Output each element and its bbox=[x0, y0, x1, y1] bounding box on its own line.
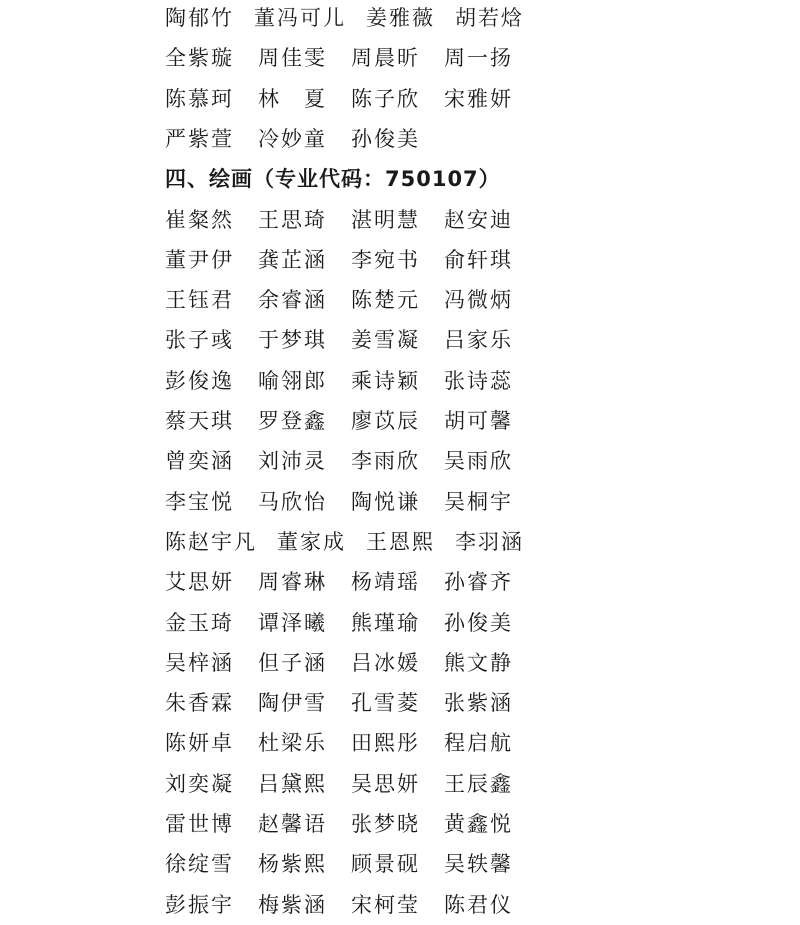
student-name: 王恩熙 bbox=[366, 529, 435, 554]
student-name: 陈慕珂 bbox=[165, 86, 234, 111]
student-name: 金玉琦 bbox=[165, 610, 234, 635]
student-name: 熊瑾瑜 bbox=[351, 610, 420, 635]
student-name: 程启航 bbox=[444, 731, 513, 756]
name-row bbox=[165, 240, 537, 280]
student-name: 喻翎郎 bbox=[258, 368, 327, 393]
student-name: 王思琦 bbox=[258, 207, 327, 232]
student-name: 余睿涵 bbox=[258, 288, 327, 313]
student-name: 吴梓涵 bbox=[165, 650, 234, 675]
student-name: 陶悦谦 bbox=[351, 489, 420, 514]
name-row bbox=[165, 683, 537, 723]
name-row bbox=[165, 0, 544, 38]
name-row bbox=[165, 522, 544, 562]
student-name: 王辰鑫 bbox=[444, 771, 513, 796]
name-row bbox=[165, 643, 537, 683]
student-name: 赵安迪 bbox=[444, 207, 513, 232]
student-name: 吕黛熙 bbox=[258, 771, 327, 796]
student-name: 崔粲然 bbox=[165, 207, 234, 232]
student-name: 胡可馨 bbox=[444, 409, 513, 433]
student-name: 吴桐宇 bbox=[444, 489, 513, 514]
student-name: 马欣怡 bbox=[258, 489, 327, 514]
name-row bbox=[165, 401, 537, 441]
student-name: 湛明慧 bbox=[351, 207, 420, 232]
student-name: 赵馨语 bbox=[258, 812, 327, 836]
student-name: 吕家乐 bbox=[444, 328, 513, 353]
name-row bbox=[165, 200, 537, 240]
student-name: 艾思妍 bbox=[165, 570, 234, 595]
student-name: 林 夏 bbox=[258, 86, 327, 111]
student-name: 李雨欣 bbox=[351, 449, 420, 474]
student-name: 刘沛灵 bbox=[258, 449, 327, 474]
student-name: 徐绽雪 bbox=[165, 852, 234, 877]
student-name: 杨靖瑶 bbox=[351, 570, 420, 595]
student-name: 吴雨欣 bbox=[444, 449, 513, 474]
student-name: 刘奕凝 bbox=[165, 771, 234, 796]
name-row bbox=[165, 603, 537, 643]
student-name: 陈妍卓 bbox=[165, 731, 234, 756]
student-name: 全紫璇 bbox=[165, 46, 234, 71]
student-name: 廖苡辰 bbox=[351, 409, 420, 433]
student-name: 张诗蕊 bbox=[444, 368, 513, 393]
student-name: 孙俊美 bbox=[444, 610, 513, 635]
name-row bbox=[165, 482, 537, 522]
student-name: 田熙彤 bbox=[351, 731, 420, 756]
student-name: 冯微炳 bbox=[444, 288, 513, 313]
student-name: 姜雅薇 bbox=[366, 6, 435, 30]
student-name: 陈君仪 bbox=[444, 892, 513, 917]
student-name: 蔡天琪 bbox=[165, 409, 234, 433]
name-row bbox=[165, 441, 537, 481]
student-name: 陈楚元 bbox=[351, 288, 420, 313]
name-row bbox=[165, 723, 537, 763]
name-row bbox=[165, 119, 444, 159]
student-name: 朱香霖 bbox=[165, 691, 234, 716]
student-name: 吕冰媛 bbox=[351, 650, 420, 675]
student-name: 周睿琳 bbox=[258, 570, 327, 595]
student-name: 李羽涵 bbox=[455, 529, 524, 554]
student-name: 严紫萱 bbox=[165, 126, 234, 151]
student-name: 陶伊雪 bbox=[258, 691, 327, 716]
student-name: 梅紫涵 bbox=[258, 892, 327, 917]
student-name: 曾奕涵 bbox=[165, 449, 234, 474]
name-row bbox=[165, 38, 537, 78]
student-name: 谭泽曦 bbox=[258, 610, 327, 635]
student-name: 周佳雯 bbox=[258, 46, 327, 71]
student-name: 雷世博 bbox=[165, 812, 234, 836]
student-name: 宋柯莹 bbox=[351, 892, 420, 917]
student-name: 董尹伊 bbox=[165, 247, 234, 272]
name-row bbox=[165, 79, 537, 119]
name-row bbox=[165, 562, 537, 602]
student-name: 胡若焓 bbox=[455, 6, 524, 30]
student-name: 陶郁竹 bbox=[165, 6, 234, 30]
student-name: 杨紫熙 bbox=[258, 852, 327, 877]
name-row bbox=[165, 764, 537, 804]
student-name: 熊文静 bbox=[444, 650, 513, 675]
student-name: 杜梁乐 bbox=[258, 731, 327, 756]
student-name: 但子涵 bbox=[258, 650, 327, 675]
student-name: 冷妙童 bbox=[258, 126, 327, 151]
student-name: 董家成 bbox=[277, 529, 346, 554]
student-name: 宋雅妍 bbox=[444, 86, 513, 111]
student-name: 陈赵宇凡 bbox=[165, 529, 257, 554]
student-name: 孙睿齐 bbox=[444, 570, 513, 595]
student-name: 李宛书 bbox=[351, 247, 420, 272]
student-name: 陈子欣 bbox=[351, 86, 420, 111]
student-name: 李宝悦 bbox=[165, 489, 234, 514]
student-name: 姜雪凝 bbox=[351, 328, 420, 353]
student-name: 龚芷涵 bbox=[258, 247, 327, 272]
student-name: 顾景砚 bbox=[351, 852, 420, 877]
student-name: 吴思妍 bbox=[351, 771, 420, 796]
name-row bbox=[165, 361, 537, 401]
student-name: 于梦琪 bbox=[258, 328, 327, 353]
student-name: 王钰君 bbox=[165, 288, 234, 313]
student-name: 董冯可儿 bbox=[254, 6, 346, 30]
student-name: 彭振宇 bbox=[165, 892, 234, 917]
name-row bbox=[165, 320, 537, 360]
student-name: 张子彧 bbox=[165, 328, 234, 353]
student-name: 孙俊美 bbox=[351, 126, 420, 151]
student-name: 黄鑫悦 bbox=[444, 812, 513, 836]
student-name: 张梦晓 bbox=[351, 812, 420, 836]
student-name: 乘诗颖 bbox=[351, 368, 420, 393]
student-name: 罗登鑫 bbox=[258, 409, 327, 433]
name-row bbox=[165, 804, 537, 844]
student-name: 周一扬 bbox=[444, 46, 513, 71]
name-row bbox=[165, 844, 537, 884]
student-name: 俞轩琪 bbox=[444, 247, 513, 272]
name-row bbox=[165, 280, 537, 320]
student-name: 周晨昕 bbox=[351, 46, 420, 71]
student-name: 彭俊逸 bbox=[165, 368, 234, 393]
student-name: 张紫涵 bbox=[444, 691, 513, 716]
section-heading: 四、绘画（专业代码：750107） bbox=[165, 167, 501, 192]
student-name: 孔雪菱 bbox=[351, 691, 420, 716]
student-name: 吴轶馨 bbox=[444, 852, 513, 877]
